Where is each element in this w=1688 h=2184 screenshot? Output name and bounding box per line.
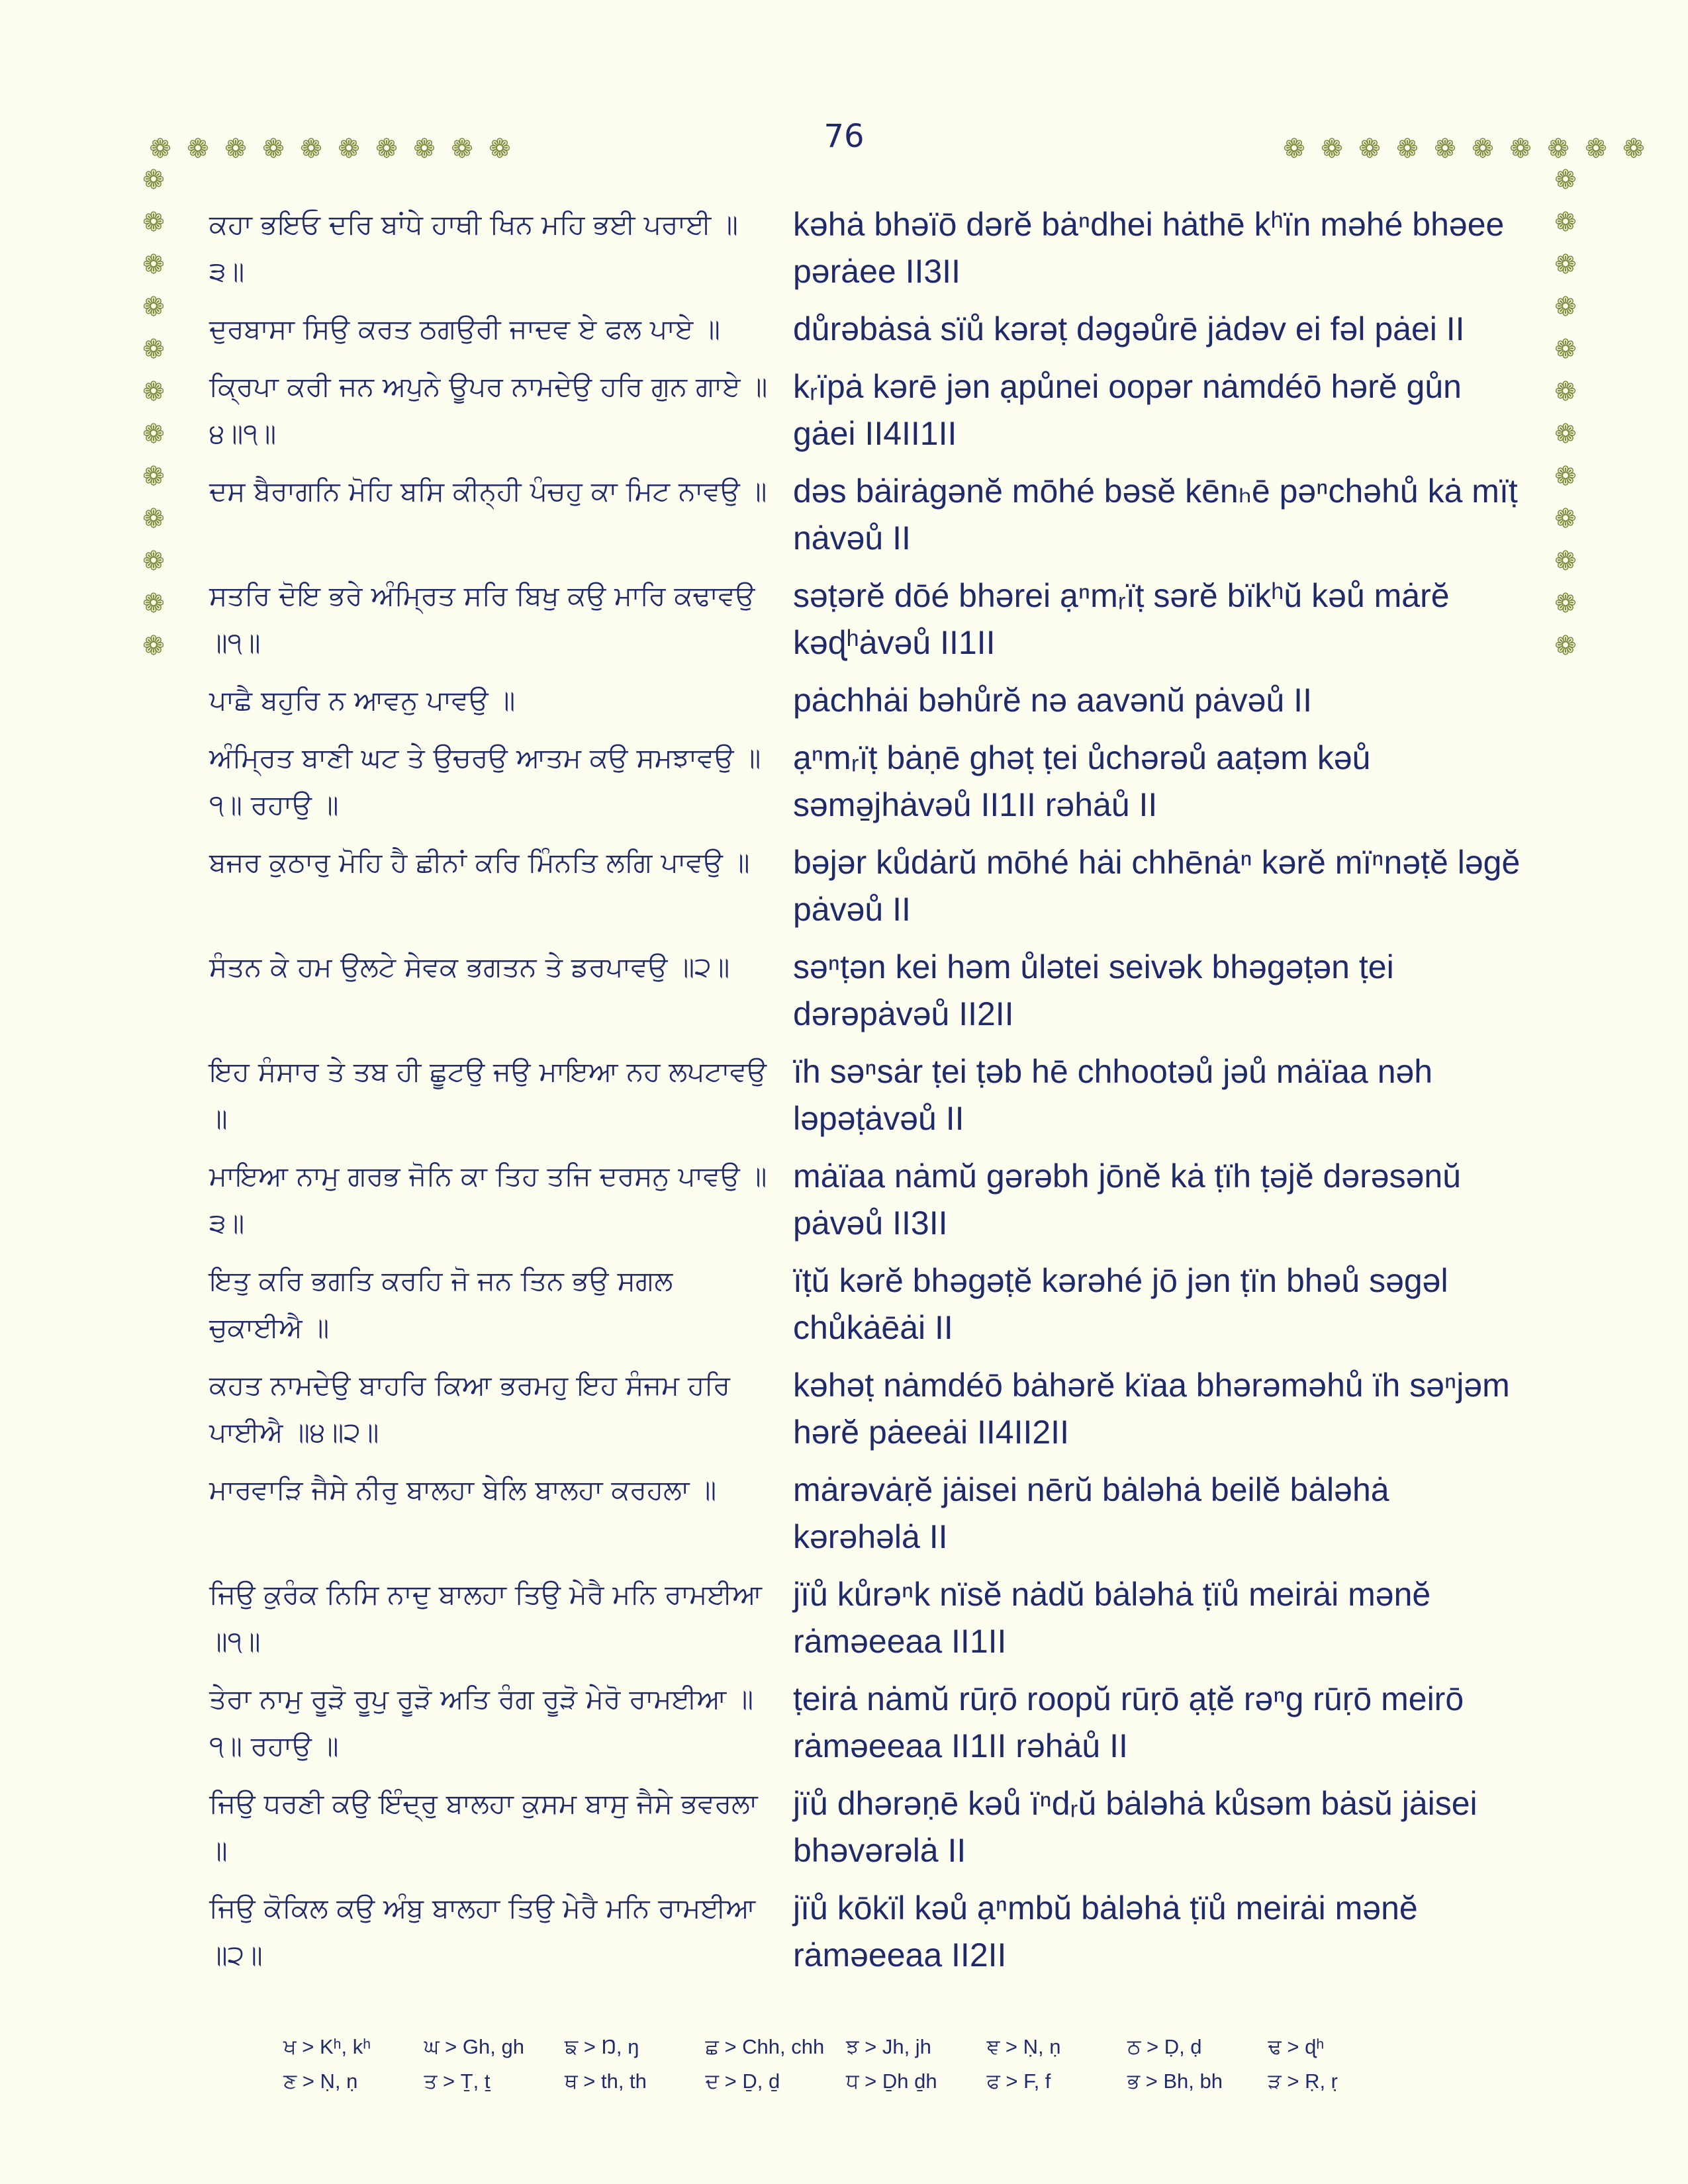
flower-icon: ❁ (1547, 134, 1570, 164)
flower-icon: ❁ (1622, 134, 1645, 164)
flower-icon: ❁ (1554, 461, 1577, 492)
flower-icon: ❁ (262, 134, 285, 164)
gurmukhi-text: ਮਾਇਆ ਨਾਮੁ ਗਰਭ ਜੋਨਿ ਕਾ ਤਿਹ ਤਜਿ ਦਰਸਨੁ ਪਾਵਉ ॥੩॥ (209, 1160, 767, 1239)
flower-icon: ❁ (1554, 546, 1577, 576)
transliteration-text: důrəbȧsȧ sïů kərəṭ dəgəůrē jȧdəv ei fəl pȧei II (793, 310, 1465, 347)
gurmukhi-text: ਕਹਾ ਭਇਓ ਦਰਿ ਬਾਂਧੇ ਹਾਥੀ ਖਿਨ ਮਹਿ ਭਈ ਪਰਾਈ ॥੩॥ (209, 208, 738, 287)
verse-row (209, 1257, 1526, 1351)
transliteration-text: mȧrəvȧṛĕ jȧisei nērŭ bȧləhȧ beilĕ bȧləhȧ kərəhəlȧ II (793, 1471, 1389, 1555)
transliteration-text: ïh səⁿsȧr ṭei ṭəb hē chhootəů jəů mȧïaa nəh ləpəṭȧvəů II (793, 1053, 1433, 1137)
verse-row (209, 677, 1526, 724)
verse-row (209, 572, 1526, 666)
gurmukhi-text: ਇਹ ਸੰਸਾਰ ਤੇ ਤਬ ਹੀ ਛੂਟਉ ਜਉ ਮਾਇਆ ਨਹ ਲਪਟਾਵਉ ॥ (209, 1056, 767, 1134)
legend-item: ੜ > Ṛ, ṛ (1268, 2070, 1338, 2093)
flower-icon: ❁ (1585, 134, 1607, 164)
gurmukhi-text: ਕਹਤ ਨਾਮਦੇਉ ਬਾਹਰਿ ਕਿਆ ਭਰਮਹੁ ਇਹ ਸੰਜਮ ਹਰਿ ਪਾਈਐ ॥੪॥੨॥ (209, 1369, 730, 1448)
flower-icon: ❁ (1472, 134, 1494, 164)
transliteration-text: kᵣïpȧ kərē jən ạpůnei oopər nȧmdéō hərĕ gůn gȧei II4II1II (793, 368, 1462, 452)
transliteration-text: mȧïaa nȧmŭ gərəbh jōnĕ kȧ ṭïh ṭəjĕ dərəsənŭ pȧvəů II3II (793, 1158, 1462, 1242)
transliteration-legend (283, 2035, 1409, 2104)
flower-icon: ❁ (142, 377, 165, 407)
flower-icon: ❁ (1554, 292, 1577, 322)
right-ornament-column (1552, 165, 1579, 660)
legend-item: ਠ > Ḍ, ḍ (1127, 2035, 1202, 2058)
flower-icon: ❁ (142, 504, 165, 534)
transliteration-text: kəhȧ bhəïō dərĕ bȧⁿdhei hȧthē kʰïn məhé bhəee pərȧee II3II (793, 206, 1505, 290)
flower-icon: ❁ (1358, 134, 1381, 164)
flower-icon: ❁ (1554, 207, 1577, 238)
flower-icon: ❁ (142, 334, 165, 365)
gurmukhi-text: ਜਿਉ ਧਰਣੀ ਕਉ ਇੰਦ੍ਰੁ ਬਾਲਹਾ ਕੁਸਮ ਬਾਸੁ ਜੈਸੇ ਭਵਰਲਾ ॥ (209, 1788, 758, 1866)
verse-row (209, 1048, 1526, 1142)
legend-item: ਢ > ɖʰ (1268, 2035, 1325, 2058)
flower-icon: ❁ (1554, 588, 1577, 619)
flower-icon: ❁ (1554, 165, 1577, 195)
transliteration-text: bəjər kůdȧrŭ mōhé hȧi chhēnȧⁿ kərĕ mïⁿnəṭĕ ləgĕ pȧvəů II (793, 844, 1521, 928)
flower-icon: ❁ (451, 134, 473, 164)
flower-icon: ❁ (1554, 334, 1577, 365)
legend-item: ਞ > Ṇ, ṇ (986, 2035, 1061, 2058)
verse-row (209, 1153, 1526, 1247)
flower-icon: ❁ (300, 134, 322, 164)
gurmukhi-text: ਮਾਰਵਾੜਿ ਜੈਸੇ ਨੀਰੁ ਬਾਲਹਾ ਬੇਲਿ ਬਾਲਹਾ ਕਰਹਲਾ ॥ (209, 1474, 717, 1506)
verse-row (209, 201, 1526, 295)
flower-icon: ❁ (1554, 250, 1577, 280)
transliteration-text: ïṭŭ kərĕ bhəgəṭĕ kərəhé jō jən ṭïn bhəů səgəl chůkȧēȧi II (793, 1262, 1448, 1346)
flower-icon: ❁ (375, 134, 398, 164)
left-ornament-column (140, 165, 167, 660)
gurmukhi-text: ਪਾਛੈ ਬਹੁਰਿ ਨ ਆਵਨੁ ਪਾਵਉ ॥ (209, 684, 516, 716)
transliteration-text: ṭeirȧ nȧmŭ rūṛō roopŭ rūṛō ạṭĕ rəⁿg rūṛō meirō rȧməeeaa II1II rəhȧů II (793, 1680, 1464, 1764)
gurmukhi-text: ਬਜਰ ਕੁਠਾਰੁ ਮੋਹਿ ਹੈ ਛੀਨਾਂ ਕਰਿ ਮਿੰਨਤਿ ਲਗਿ ਪਾਵਉ ॥ (209, 846, 750, 878)
verse-row (209, 363, 1526, 457)
flower-icon: ❁ (1554, 504, 1577, 534)
verse-list (209, 201, 1526, 1989)
verse-row (209, 1780, 1526, 1874)
flower-icon: ❁ (142, 250, 165, 280)
gurmukhi-text: ਜਿਉ ਕੋਕਿਲ ਕਉ ਅੰਬੁ ਬਾਲਹਾ ਤਿਉ ਮੇਰੈ ਮਨਿ ਰਾਮਈਆ ॥੨॥ (209, 1892, 756, 1971)
verse-row (209, 1362, 1526, 1456)
legend-row (283, 2070, 1409, 2104)
flower-icon: ❁ (224, 134, 247, 164)
verse-row (209, 839, 1526, 933)
legend-item: ਧ > Ḏh ḏh (846, 2070, 937, 2093)
legend-item: ਖ > Kʰ, kʰ (283, 2035, 371, 2058)
legend-item: ਦ > Ḏ, ḏ (705, 2070, 780, 2093)
legend-item: ਥ > th, th (565, 2070, 647, 2093)
flower-icon: ❁ (1509, 134, 1532, 164)
transliteration-text: səⁿṭən kei həm ůlətei seivək bhəgəṭən ṭei dərəpȧvəů II2II (793, 948, 1394, 1032)
gurmukhi-text: ਸੰਤਨ ਕੇ ਹਮ ਉਲਟੇ ਸੇਵਕ ਭਗਤਨ ਤੇ ਡਰਪਾਵਉ ॥੨॥ (209, 951, 730, 983)
gurmukhi-text: ਜਿਉ ਕੁਰੰਕ ਨਿਸਿ ਨਾਦੁ ਬਾਲਹਾ ਤਿਉ ਮੇਰੈ ਮਨਿ ਰਾਮਈਆ ॥੧॥ (209, 1578, 763, 1657)
legend-item: ਫ > F, f (986, 2070, 1051, 2093)
flower-icon: ❁ (338, 134, 360, 164)
flower-icon: ❁ (1321, 134, 1343, 164)
transliteration-text: jïů kōkïl kəů ạⁿmbŭ bȧləhȧ ṭïů meirȧi mənĕ rȧməeeaa II2II (793, 1889, 1418, 1974)
flower-icon: ❁ (142, 631, 165, 661)
gurmukhi-text: ਸਤਰਿ ਦੋਇ ਭਰੇ ਅੰਮ੍ਰਿਤ ਸਰਿ ਬਿਖੁ ਕਉ ਮਾਰਿ ਕਢਾਵਉ ॥੧॥ (209, 580, 755, 659)
verse-row (209, 1571, 1526, 1665)
flower-icon: ❁ (142, 588, 165, 619)
transliteration-text: dəs bȧirȧgənĕ mōhé bəsĕ kēnₕē pəⁿchəhů kȧ mïṭ nȧvəů II (793, 473, 1518, 557)
legend-item: ਝ > Jh, jh (846, 2035, 931, 2058)
verse-row (209, 1885, 1526, 1979)
gurmukhi-text: ਇਤੁ ਕਰਿ ਭਗਤਿ ਕਰਹਿ ਜੋ ਜਨ ਤਿਨ ਭਉ ਸਗਲ ਚੁਕਾਈਐ ॥ (209, 1265, 673, 1343)
verse-row (209, 468, 1526, 562)
transliteration-text: kəhəṭ nȧmdéō bȧhərĕ kïaa bhərəməhů ïh səⁿjəm hərĕ pȧeeȧi II4II2II (793, 1367, 1510, 1451)
legend-item: ਘ > Gh, gh (424, 2035, 524, 2058)
flower-icon: ❁ (1396, 134, 1419, 164)
verse-row (209, 1676, 1526, 1770)
transliteration-text: jïů kůrəⁿk nïsĕ nȧdŭ bȧləhȧ ṭïů meirȧi mənĕ rȧməeeaa II1II (793, 1576, 1431, 1660)
gurmukhi-text: ਤੇਰਾ ਨਾਮੁ ਰੂੜੋ ਰੂਪੁ ਰੂੜੋ ਅਤਿ ਰੰਗ ਰੂੜੋ ਮੇਰੋ ਰਾਮਈਆ ॥੧॥ ਰਹਾਉ ॥ (209, 1683, 753, 1762)
top-right-ornament (1281, 134, 1647, 163)
gurmukhi-text: ਦਸ ਬੈਰਾਗਨਿ ਮੋਹਿ ਬਸਿ ਕੀਨ੍ਹੀ ਪੰਚਹੁ ਕਾ ਮਿਟ ਨਾਵਉ ॥ (209, 475, 767, 507)
flower-icon: ❁ (142, 461, 165, 492)
legend-item: ਭ > Bh, bh (1127, 2070, 1223, 2093)
legend-item: ਙ > Ŋ, ŋ (565, 2035, 639, 2058)
verse-row (209, 306, 1526, 353)
flower-icon: ❁ (142, 207, 165, 238)
transliteration-text: pȧchhȧi bəhůrĕ nə aavənŭ pȧvəů II (793, 682, 1312, 719)
flower-icon: ❁ (1554, 419, 1577, 449)
flower-icon: ❁ (187, 134, 209, 164)
gurmukhi-text: ਦੁਰਬਾਸਾ ਸਿਉ ਕਰਤ ਠਗਉਰੀ ਜਾਦਵ ਏ ਫਲ ਪਾਏ ॥ (209, 313, 720, 345)
gurmukhi-text: ਕ੍ਰਿਪਾ ਕਰੀ ਜਨ ਅਪੁਨੇ ਊਪਰ ਨਾਮਦੇਉ ਹਰਿ ਗੁਨ ਗਾਏ ॥੪॥੧॥ (209, 371, 768, 449)
flower-icon: ❁ (142, 419, 165, 449)
legend-item: ਤ > Ṯ, ṯ (424, 2070, 491, 2093)
legend-item: ਣ > Ṇ, ṇ (283, 2070, 358, 2093)
flower-icon: ❁ (1554, 377, 1577, 407)
transliteration-text: səṭərĕ dōé bhərei ạⁿmᵣïṭ sərĕ bïkʰŭ kəů mȧrĕ kəɖʰȧvəů II1II (793, 577, 1450, 661)
legend-item: ਛ > Chh, chh (705, 2035, 825, 2058)
flower-icon: ❁ (413, 134, 436, 164)
verse-row (209, 735, 1526, 829)
transliteration-text: jïů dhərəṇē kəů ïⁿdᵣŭ bȧləhȧ kůsəm bȧsŭ jȧisei bhəvərəlȧ II (793, 1785, 1477, 1869)
top-left-ornament (147, 134, 513, 163)
flower-icon: ❁ (1283, 134, 1305, 164)
verse-row (209, 944, 1526, 1038)
legend-row (283, 2035, 1409, 2070)
flower-icon: ❁ (489, 134, 511, 164)
flower-icon: ❁ (149, 134, 171, 164)
flower-icon: ❁ (142, 292, 165, 322)
flower-icon: ❁ (1554, 631, 1577, 661)
transliteration-text: ạⁿmᵣïṭ bȧṇē ghəṭ ṭei ůchərəů aaṭəm kəů səmə̱jhȧvəů II1II rəhȧů II (793, 739, 1371, 823)
page-number: 76 (823, 118, 865, 155)
flower-icon: ❁ (142, 546, 165, 576)
flower-icon: ❁ (1434, 134, 1456, 164)
flower-icon: ❁ (142, 165, 165, 195)
verse-row (209, 1467, 1526, 1561)
gurmukhi-text: ਅੰਮ੍ਰਿਤ ਬਾਣੀ ਘਟ ਤੇ ਉਚਰਉ ਆਤਮ ਕਉ ਸਮਝਾਵਉ ॥੧॥ ਰਹਾਉ ॥ (209, 742, 761, 821)
